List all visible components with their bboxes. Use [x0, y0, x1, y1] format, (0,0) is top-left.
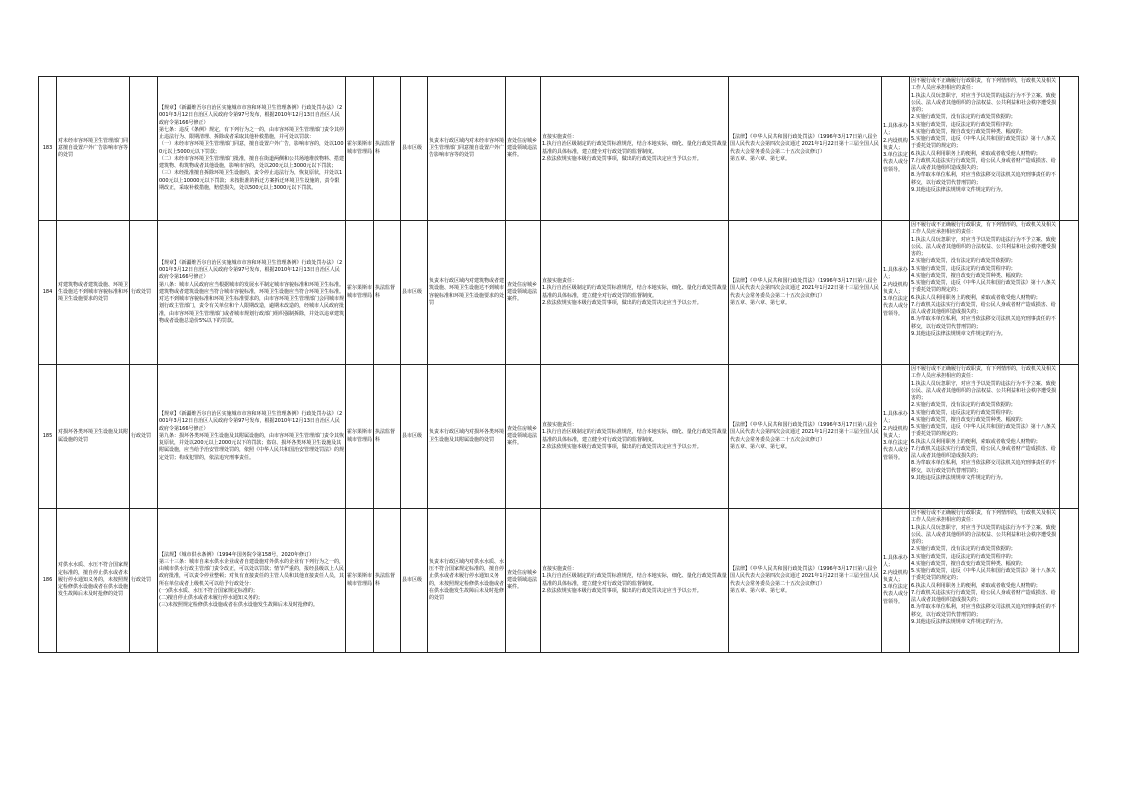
liability-circumstances: 因不履行或不正确履行行政职责，有下列情形的，行政机关及相关工作人员应承担相应的责任： 1.执法人员玩忽职守，对应当予以处罚的违法行为不予立案、致使公民、法人或者其他组织的合法权益、公共利益和社会秩序遭受损害的； 2.实施行政处罚，没有法定的行政处罚依据的； 3.实施行政处罚，违反法定的行政处罚程序的； 4.实施行政处罚，擅自改变行政处罚种类、幅度的； 5.实施行政处罚，违反《中华人民共和国行政处罚法》第十八条关于委托处罚的规定的； 6.执法人员利用职务上的便利，索取或者收受他人财物的； 7.行政机关违法实行行政处罚，给公民人身或者财产造成损害、给法人或者其他组织造成损失的； 8.为牟取本单位私利，对应当依法移交司法机关追究刑事责任的不移交，以行政处罚代替刑罚的； 9.其他违反法律法规规章文件规定的行为。	[910, 77, 1060, 221]
legal-basis: 【规章】《新疆维吾尔自治区实施城市市容和环境卫生管理条例》行政处罚办法》（2001年3月12日自治区人民政府令第97号发布，根据2010年12月13日自治区人民政府令第166号修正） 第九条：损坏各类环境卫生设施及其附属设施的，由市容环境卫生管理部门责令其恢复原状，并处以200元以上2000元以下的罚款；盗窃、损坏各类环境卫生设施及其附属设施，应当给予治安管理处罚的，依照《中华人民共和国治安管理处罚法》的规定处罚；构成犯罪的，依法追究刑事责任。	[158, 365, 346, 509]
item-type: 行政处罚	[130, 509, 158, 653]
remarks	[1060, 365, 1079, 509]
responsible-subject: 1.具体承办人； 2.内设机构负责人； 3.单位法定代表人或分管领导。	[882, 221, 910, 365]
admin-level: 县市区级	[401, 509, 428, 653]
row-number: 184	[39, 221, 57, 365]
item-type	[130, 77, 158, 221]
sub-item: 查处住房城乡建设领域违法案件。	[506, 77, 541, 221]
department: 霍尔果斯市城市管理局	[346, 509, 374, 653]
item-type: 行政处罚	[130, 365, 158, 509]
responsible-subject: 1.具体承办人； 2.内设机构负责人； 3.单位法定代表人或分管领导。	[882, 365, 910, 509]
implementation-duty: 直接实施责任： 1.执行自治区级制定的行政处罚标准规范，结合本地实际，细化、量化行政处罚裁量基准的具体标准，建立健全对行政处罚的监督制度。 2.依法依规实施本级行政处罚事项，做出的行政处罚决定应当予以公开。	[541, 221, 729, 365]
row-number: 186	[39, 509, 57, 653]
enforcement-unit: 执法监督科	[374, 509, 401, 653]
item-name: 对建筑物或者建筑设施、环境卫生设施达不到城市容貌标准和环境卫生设施要求的处罚	[57, 221, 130, 365]
remarks	[1060, 221, 1079, 365]
duty-scope: 负责本行政区域内对损坏各类环境卫生设施及其附属设施的处罚	[428, 365, 506, 509]
row-number: 183	[39, 77, 57, 221]
admin-level: 县市区级	[401, 365, 428, 509]
legal-basis: 【法规】《城市供水条例》（1994年国务院令第158号，2020年修订） 第三十三条：城市自来水供水企业或者自建设施对外供水的企业有下列行为之一的，由城市供水行政主管部门责令改正，可以处以罚款；情节严重的，报经县级以上人民政府批准，可以责令停业整顿；对负有直接责任的主管人员和其他直接责任人员，其所在单位或者上级机关可以给予行政处分： (一)供水水质、水压不符合国家规定标准的； (二)擅自停止供水或者未履行停水通知义务的； (三)未按照规定检修供水设施或者在供水设施发生故障后未及时抢修的。	[158, 509, 346, 653]
legal-basis: 【规章】《新疆维吾尔自治区实施城市市容和环境卫生管理条例》行政处罚办法》（2001年3月12日自治区人民政府令第97号发布，根据2010年12月13日自治区人民政府令第166号修正） 第八条：城市人民政府应当根据城市的发展水平制定城市容貌标准和环境卫生标准。建筑物或者建筑设施应当符合城市容貌标准，环境卫生设施应当符合环境卫生标准。对达不到城市容貌标准和环境卫生标准要求的，由市容环境卫生管理部门会同城市规划行政主管部门，责令有关单位和个人限期改造，逾期未改造的，经城市人民政府批准，由市容环境卫生管理部门或者城市规划行政部门组织强制拆除，并处以违章建筑物或者设施总造价5%以下的罚款。	[158, 221, 346, 365]
responsible-subject: 1.具体承办人； 2.内设机构负责人； 3.单位法定代表人或分管领导。	[882, 77, 910, 221]
enforcement-unit: 执法监督科	[374, 365, 401, 509]
item-name: 对未经市容环境卫生管理部门同意擅自设置户外广告影响市容等的处罚	[57, 77, 130, 221]
enforcement-unit: 执法监督科	[374, 77, 401, 221]
legal-basis: 【规章】《新疆维吾尔自治区实施城市市容和环境卫生管理条例》行政处罚办法》（2001年3月12日自治区人民政府令第97号发布，根据2010年12月13日自治区人民政府令第166号修正） 第七条：违反《条例》规定，有下列行为之一的，由市容环境卫生管理部门责令其停止违法行为、限期清理、拆除或者采取其他补救措施，并可处以罚款： （一）未经市容环境卫生管理部门同意，擅自设置户外广告，影响市容的，处以1000元以上5000元以下罚款； （二）未经市容环境卫生管理部门批准，擅自在街道两侧和公共场地堆放物料、搭建建筑物、构筑物或者其他设施，影响市容的，处以200元以上3000元以下罚款； （三）未经批准擅自拆除环境卫生设施的，责令停止违法行为，恢复原状，并处以1000元以上10000元以下罚款；未按批准的拆迁方案拆迁环境卫生设施的，责令限期改正，采取补救措施，赔偿损失，处以500元以上3000元以下罚款。	[158, 77, 346, 221]
implementation-duty: 直接实施责任： 1.执行自治区级制定的行政处罚标准规范，结合本地实际，细化、量化行政处罚裁量基准的具体标准，建立健全对行政处罚的监督制度。 2.依法依规实施本级行政处罚事项，做出的行政处罚决定应当予以公开。	[541, 77, 729, 221]
remarks	[1060, 509, 1079, 653]
department: 霍尔果斯市城市管理局	[346, 77, 374, 221]
responsibility-table	[38, 76, 1079, 653]
duty-scope: 负责本行政区域内对未经市容环境卫生管理部门同意擅自设置户外广告影响市容等的处罚	[428, 77, 506, 221]
table-row	[39, 77, 1079, 221]
liability-circumstances: 因不履行或不正确履行行政职责，有下列情形的，行政机关及相关工作人员应承担相应的责任： 1.执法人员玩忽职守，对应当予以处罚的违法行为不予立案、致使公民、法人或者其他组织的合法权益、公共利益和社会秩序遭受损害的； 2.实施行政处罚，没有法定的行政处罚依据的； 3.实施行政处罚，违反法定的行政处罚程序的； 4.实施行政处罚，擅自改变行政处罚种类、幅度的； 5.实施行政处罚，违反《中华人民共和国行政处罚法》第十八条关于委托处罚的规定的； 6.执法人员利用职务上的便利，索取或者收受他人财物的； 7.行政机关违法实行行政处罚，给公民人身或者财产造成损害、给法人或者其他组织造成损失的； 8.为牟取本单位私利，对应当依法移交司法机关追究刑事责任的不移交，以行政处罚代替刑罚的； 9.其他违反法律法规规章文件规定的行为。	[910, 509, 1060, 653]
item-name: 对供水水质、水压不符合国家规定标准的，擅自停止供水或者未履行停水通知义务的，未按照规定检修供水设施或者在供水设施发生故障后未及时抢修的处罚	[57, 509, 130, 653]
sub-item: 查处住房城乡建设领域违法案件。	[506, 365, 541, 509]
liability-basis: 【法律】《中华人民共和国行政处罚法》（1996年3月17日第八届全国人民代表大会第四次会议通过 2021年1月22日第十三届全国人民代表大会常务委员会第二十五次会议修订） 第五章、第六章、第七章。	[729, 221, 882, 365]
liability-basis: 【法律】《中华人民共和国行政处罚法》（1996年3月17日第八届全国人民代表大会第四次会议通过 2021年1月22日第十三届全国人民代表大会常务委员会第二十五次会议修订） 第五章、第六章、第七章。	[729, 509, 882, 653]
sub-item: 查处住房城乡建设领域违法案件。	[506, 509, 541, 653]
liability-circumstances: 因不履行或不正确履行行政职责，有下列情形的，行政机关及相关工作人员应承担相应的责任： 1.执法人员玩忽职守，对应当予以处罚的违法行为不予立案、致使公民、法人或者其他组织的合法权益、公共利益和社会秩序遭受损害的； 2.实施行政处罚，没有法定的行政处罚依据的； 3.实施行政处罚，违反法定的行政处罚程序的； 4.实施行政处罚，擅自改变行政处罚种类、幅度的； 5.实施行政处罚，违反《中华人民共和国行政处罚法》第十八条关于委托处罚的规定的； 6.执法人员利用职务上的便利，索取或者收受他人财物的； 7.行政机关违法实行行政处罚，给公民人身或者财产造成损害、给法人或者其他组织造成损失的； 8.为牟取本单位私利，对应当依法移交司法机关追究刑事责任的不移交，以行政处罚代替刑罚的； 9.其他违反法律法规规章文件规定的行为。	[910, 221, 1060, 365]
implementation-duty: 直接实施责任： 1.执行自治区级制定的行政处罚标准规范，结合本地实际，细化、量化行政处罚裁量基准的具体标准，建立健全对行政处罚的监督制度。 2.依法依规实施本级行政处罚事项，做出的行政处罚决定应当予以公开。	[541, 509, 729, 653]
duty-scope: 负责本行政区域内对建筑物或者建筑设施、环境卫生设施达不到城市容貌标准和环境卫生设施要求的处罚	[428, 221, 506, 365]
liability-basis: 【法律】《中华人民共和国行政处罚法》（1996年3月17日第八届全国人民代表大会第四次会议通过 2021年1月22日第十三届全国人民代表大会常务委员会第二十五次会议修订） 第五章、第六章、第七章。	[729, 365, 882, 509]
remarks	[1060, 77, 1079, 221]
admin-level: 县市区级	[401, 221, 428, 365]
responsible-subject: 1.具体承办人； 2.内设机构负责人； 3.单位法定代表人或分管领导。	[882, 509, 910, 653]
table-row	[39, 221, 1079, 365]
implementation-duty: 直接实施责任： 1.执行自治区级制定的行政处罚标准规范，结合本地实际，细化、量化行政处罚裁量基准的具体标准，建立健全对行政处罚的监督制度。 2.依法依规实施本级行政处罚事项，做出的行政处罚决定应当予以公开。	[541, 365, 729, 509]
department: 霍尔果斯市城市管理局	[346, 221, 374, 365]
table-row	[39, 509, 1079, 653]
row-number: 185	[39, 365, 57, 509]
department: 霍尔果斯市城市管理局	[346, 365, 374, 509]
liability-circumstances: 因不履行或不正确履行行政职责，有下列情形的，行政机关及相关工作人员应承担相应的责任： 1.执法人员玩忽职守，对应当予以处罚的违法行为不予立案、致使公民、法人或者其他组织的合法权益、公共利益和社会秩序遭受损害的； 2.实施行政处罚，没有法定的行政处罚依据的； 3.实施行政处罚，违反法定的行政处罚程序的； 4.实施行政处罚，擅自改变行政处罚种类、幅度的； 5.实施行政处罚，违反《中华人民共和国行政处罚法》第十八条关于委托处罚的规定的； 6.执法人员利用职务上的便利，索取或者收受他人财物的； 7.行政机关违法实行行政处罚，给公民人身或者财产造成损害、给法人或者其他组织造成损失的； 8.为牟取本单位私利，对应当依法移交司法机关追究刑事责任的不移交，以行政处罚代替刑罚的； 9.其他违反法律法规规章文件规定的行为。	[910, 365, 1060, 509]
admin-level: 县市区级	[401, 77, 428, 221]
liability-basis: 【法律】《中华人民共和国行政处罚法》（1996年3月17日第八届全国人民代表大会第四次会议通过 2021年1月22日第十三届全国人民代表大会常务委员会第二十五次会议修订） 第五章、第六章、第七章。	[729, 77, 882, 221]
duty-scope: 负责本行政区域内对供水水质、水压不符合国家规定标准的，擅自停止供水或者未履行停水通知义务的，未按照规定检修供水设施或者在供水设施发生故障后未及时抢修的处罚	[428, 509, 506, 653]
table-row	[39, 365, 1079, 509]
item-type: 行政处罚	[130, 221, 158, 365]
enforcement-unit: 执法监督科	[374, 221, 401, 365]
sub-item: 查处住房城乡建设领域违法案件。	[506, 221, 541, 365]
item-name: 对损坏各类环境卫生设施及其附属设施的处罚	[57, 365, 130, 509]
